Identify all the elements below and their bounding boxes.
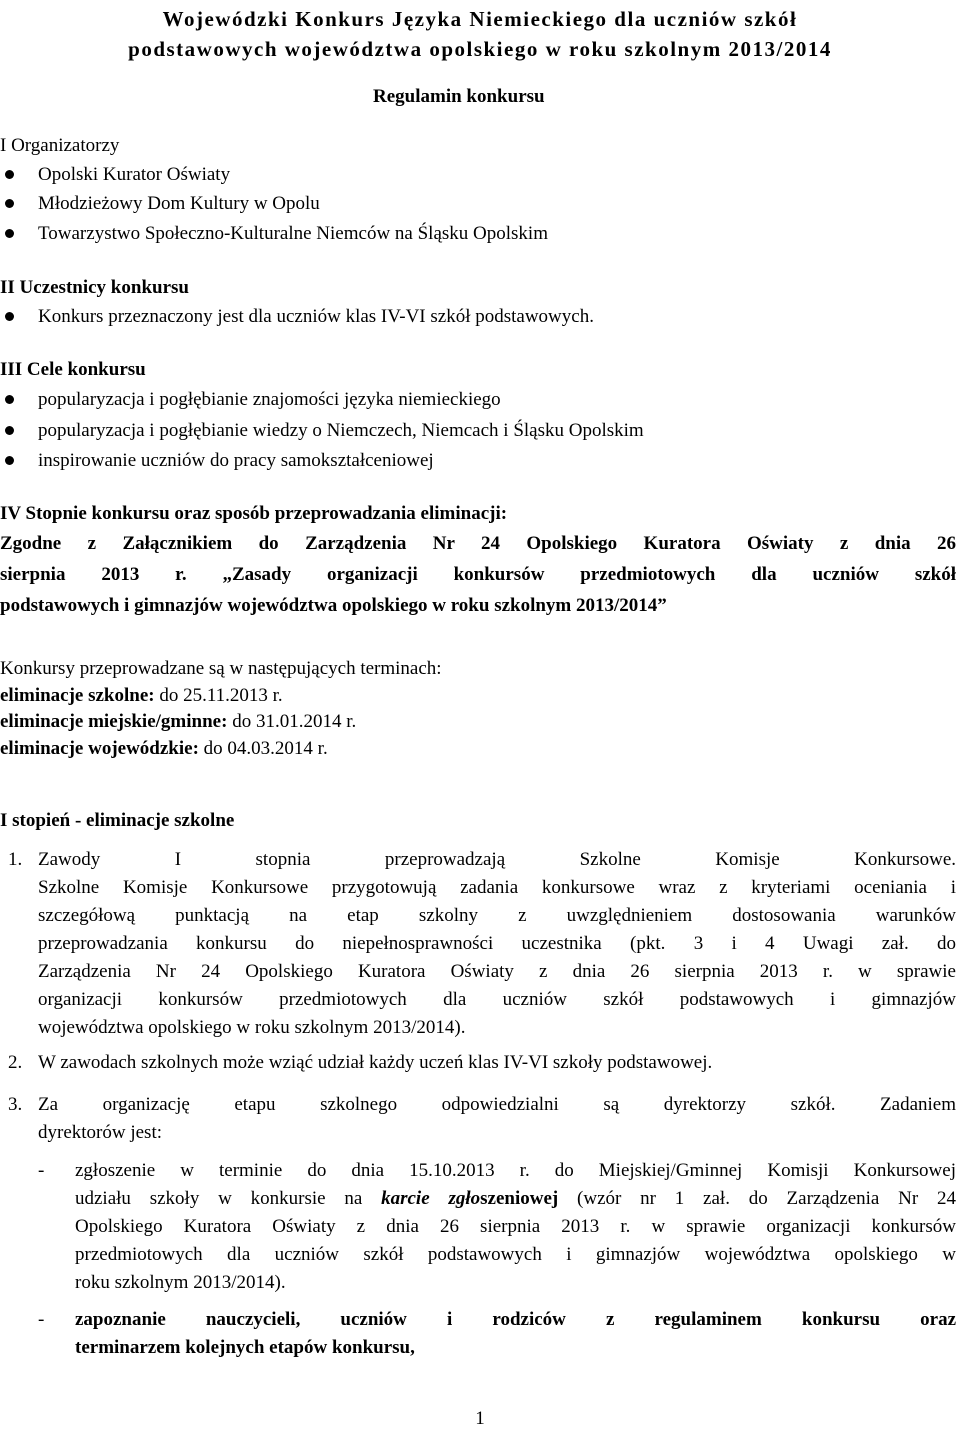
paragraph-2: W zawodach szkolnych może wziąć udział każdy uczeń klas IV-VI szkoły podstawowej. [38,1052,713,1073]
list-item: popularyzacja i pogłębianie wiedzy o Niemczech, Niemcach i Śląsku Opolskim [0,418,960,444]
terms-intro: Konkursy przeprowadzane są w następujących terminach: [0,658,442,679]
doc-subtitle: Regulamin konkursu [373,86,545,107]
list-item: Konkurs przeznaczony jest dla uczniów klas IV-VI szkół podstawowych. [0,304,960,330]
bullet-icon [5,170,14,179]
item-number: 2. [8,1052,23,1073]
item-number: 3. [8,1094,23,1115]
duty-1: zgłoszenie w terminie do dnia 15.10.2013 r. do Miejskiej/Gminnej Komisji Konkursowej udziału szkoły w konkursie na karcie zgłoszeniowej (wzór nr 1 zał. do Zarządzenia Nr 24 Opolskiego Kuratora Oświaty z dnia 26 sierpnia 2013 r. w sprawie organizacji konkursów przedmiotowych dla uczniów szkół podstawowych i gimnazjów województwa opolskiego w roku szkolnym 2013/2014). [75,1160,956,1293]
doc-title-line-2: podstawowych województwa opolskiego w roku szkolnym 2013/2014 [128,37,832,61]
dash-marker: - [38,1309,45,1330]
section-4-heading: IV Stopnie konkursu oraz sposób przeprowadzania eliminacji: [0,503,508,524]
term-voivodeship: eliminacje wojewódzkie: do 04.03.2014 r. [0,738,328,759]
list-item: inspirowanie uczniów do pracy samokształceniowej [0,448,960,474]
bullet-icon [5,456,14,465]
bullet-icon [5,199,14,208]
stage-1-heading: I stopień - eliminacje szkolne [0,810,235,831]
bullet-icon [5,426,14,435]
duty-2: zapoznanie nauczycieli, uczniów i rodziców z regulaminem konkursu oraz terminarzem kolejnych etapów konkursu, [75,1309,956,1358]
section-1-heading: I Organizatorzy [0,135,120,156]
page-number: 1 [475,1408,485,1429]
doc-title-line-1: Wojewódzki Konkurs Języka Niemieckiego dla uczniów szkół [162,7,798,31]
list-item: Opolski Kurator Oświaty [0,162,960,188]
section-3-heading: III Cele konkursu [0,359,146,380]
list-item: Młodzieżowy Dom Kultury w Opolu [0,191,960,217]
section-2-heading: II Uczestnicy konkursu [0,277,189,298]
bullet-icon [5,312,14,321]
term-school: eliminacje szkolne: do 25.11.2013 r. [0,685,283,706]
dash-marker: - [38,1160,45,1181]
section-4-paragraph: Zgodne z Załącznikiem do Zarządzenia Nr 24 Opolskiego Kuratora Oświaty z dnia 26 sierpnia 2013 r. „Zasady organizacji konkursów przedmiotowych dla uczniów szkół podstawowych i gimnazjów województwa opolskiego w roku szkolnym 2013/2014” [0,533,956,616]
bullet-icon [5,229,14,238]
paragraph-1: Zawody I stopnia przeprowadzają Szkolne Komisje Konkursowe. Szkolne Komisje Konkursowe przygotowują zadania konkursowe wraz z kryteriami oceniania i szczegółową punktacją na etap szkolny z uwzględnieniem dostosowania warunków przeprowadzania konkursu do niepełnosprawności uczestnika (pkt. 3 i 4 Uwagi zał. do Zarządzenia Nr 24 Opolskiego Kuratora Oświaty z dnia 26 sierpnia 2013 r. w sprawie organizacji konkursów przedmiotowych dla uczniów szkół podstawowych i gimnazjów województwa opolskiego w roku szkolnym 2013/2014). [38,849,956,1038]
bullet-icon [5,395,14,404]
term-municipal: eliminacje miejskie/gminne: do 31.01.2014 r. [0,711,357,732]
item-number: 1. [8,849,23,870]
list-item: Towarzystwo Społeczno-Kulturalne Niemców na Śląsku Opolskim [0,221,960,247]
paragraph-3: Za organizację etapu szkolnego odpowiedzialni są dyrektorzy szkół. Zadaniem dyrektorów jest: [38,1094,956,1143]
list-item: popularyzacja i pogłębianie znajomości języka niemieckiego [0,387,960,413]
